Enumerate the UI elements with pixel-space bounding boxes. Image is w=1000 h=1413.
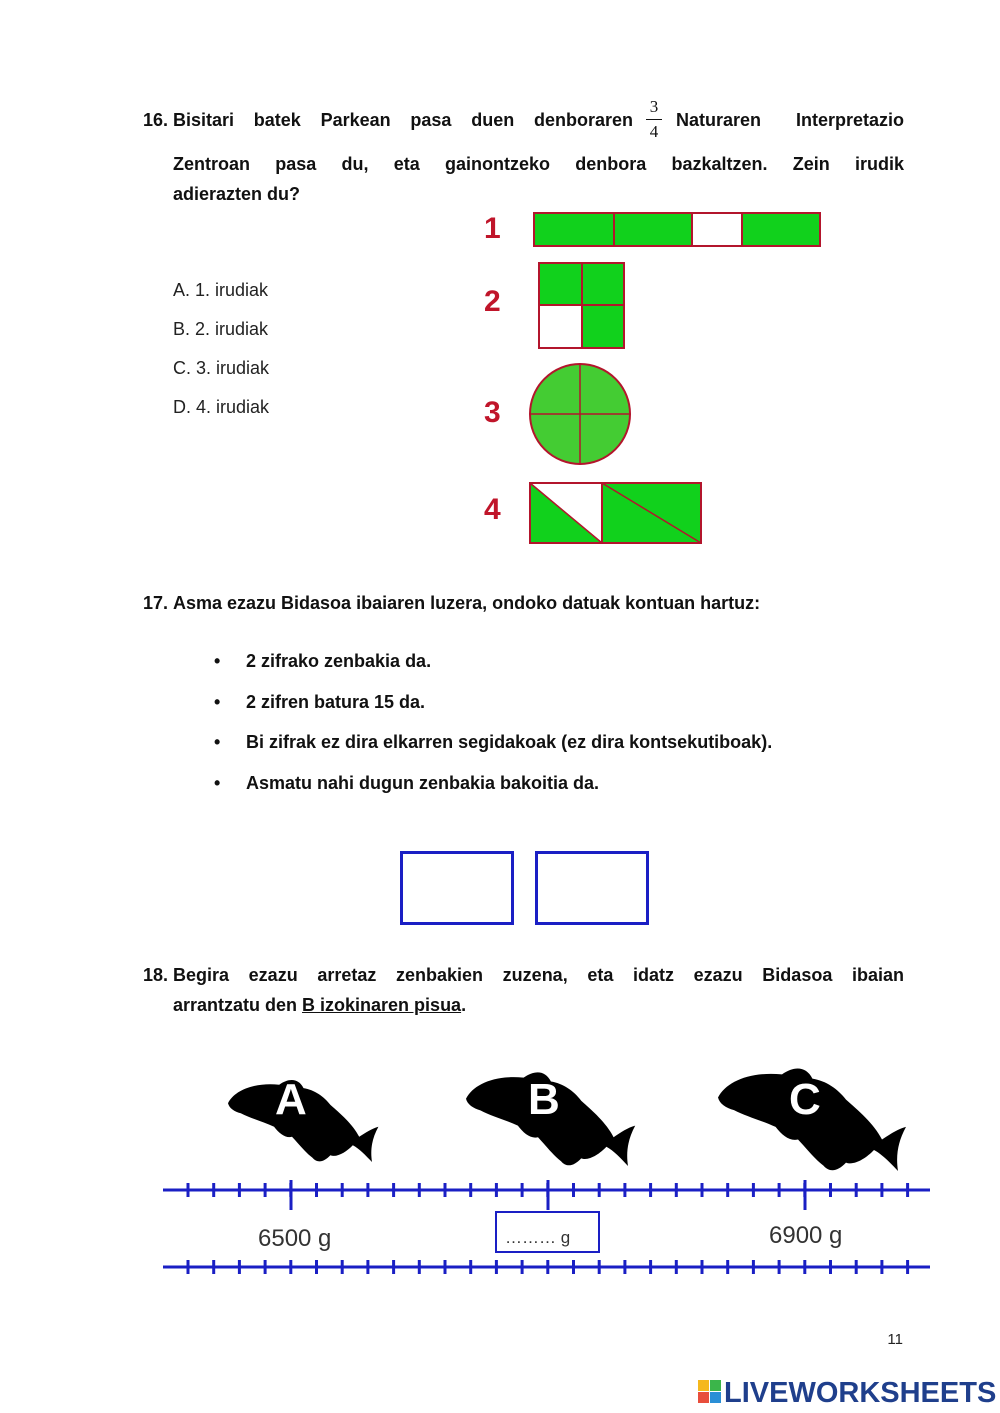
figure-3-circle <box>530 364 630 464</box>
fraction-denominator: 4 <box>649 122 659 141</box>
figure-label-4: 4 <box>484 493 501 526</box>
number-line-top <box>163 1180 930 1210</box>
q17-text: Asma ezazu Bidasoa ibaiaren luzera, ondoko datuak kontuan hartuz: <box>173 593 761 613</box>
fraction-numerator: 3 <box>649 97 659 116</box>
q16-number: 16. <box>143 110 169 130</box>
q17-answer-box-units[interactable] <box>535 851 649 925</box>
q17-answer-box-tens[interactable] <box>400 851 514 925</box>
q17-bullet-4: • Asmatu nahi dugun zenbakia bakoitia da. <box>214 773 600 793</box>
page-number: 11 <box>887 1331 903 1348</box>
q16-option-d[interactable]: D. 4. irudiak <box>173 397 270 417</box>
q16-line2: Zentroan pasa du, eta gainontzeko denbora bazkaltzen. Zein irudik <box>173 154 904 174</box>
q17-bullet-1: • 2 zifrako zenbakia da. <box>214 651 432 671</box>
q18-line2: arrantzatu den B izokinaren pisua. <box>173 995 467 1015</box>
figure-label-3: 3 <box>484 396 501 429</box>
figure-label-2: 2 <box>484 285 501 318</box>
figure-4-triangles <box>530 483 701 543</box>
fish-label-c: C <box>789 1075 821 1124</box>
q18-underlined: B izokinaren pisua <box>302 995 462 1015</box>
fish-label-b: B <box>528 1075 560 1124</box>
number-line-bottom <box>163 1260 930 1274</box>
bullet-text: Bi zifrak ez dira elkarren segidakoak (ez dira kontsekutiboak). <box>246 732 773 752</box>
q18-fish-illustration <box>0 1050 1000 1290</box>
figure-label-1: 1 <box>484 212 501 245</box>
q17-bullet-2: • 2 zifren batura 15 da. <box>214 692 426 712</box>
q16-option-a[interactable]: A. 1. irudiak <box>173 280 269 300</box>
q18-number: 18. <box>143 965 169 985</box>
q17-number: 17. <box>143 593 169 613</box>
fish-label-a: A <box>275 1075 307 1124</box>
bullet-text: 2 zifrako zenbakia da. <box>246 651 432 671</box>
number-line-left-value: 6500 g <box>258 1225 332 1252</box>
bullet-text: Asmatu nahi dugun zenbakia bakoitia da. <box>246 773 600 793</box>
q16-line1-after: Naturaren Interpretazio <box>676 110 904 130</box>
number-line-answer-placeholder[interactable]: ……… g <box>505 1228 571 1247</box>
brand-wordmark[interactable]: LIVEWORKSHEETS <box>724 1377 997 1409</box>
q17-bullet-3: • Bi zifrak ez dira elkarren segidakoak (ez dira kontsekutiboak). <box>214 732 773 752</box>
bullet-text: 2 zifren batura 15 da. <box>246 692 426 712</box>
q16-option-c[interactable]: C. 3. irudiak <box>173 358 270 378</box>
figure-2-square <box>539 263 624 348</box>
q16-option-b[interactable]: B. 2. irudiak <box>173 319 269 339</box>
q16-figures <box>0 0 1000 560</box>
figure-1-strip <box>534 213 820 246</box>
q16-line3: adierazten du? <box>173 184 301 204</box>
q18-line1: Begira ezazu arretaz zenbakien zuzena, eta idatz ezazu Bidasoa ibaian <box>173 965 904 985</box>
q16-line1-before: Bisitari batek Parkean pasa duen denboraren <box>173 110 633 130</box>
liveworksheets-logo-icon <box>698 1380 722 1404</box>
number-line-right-value: 6900 g <box>769 1222 843 1249</box>
